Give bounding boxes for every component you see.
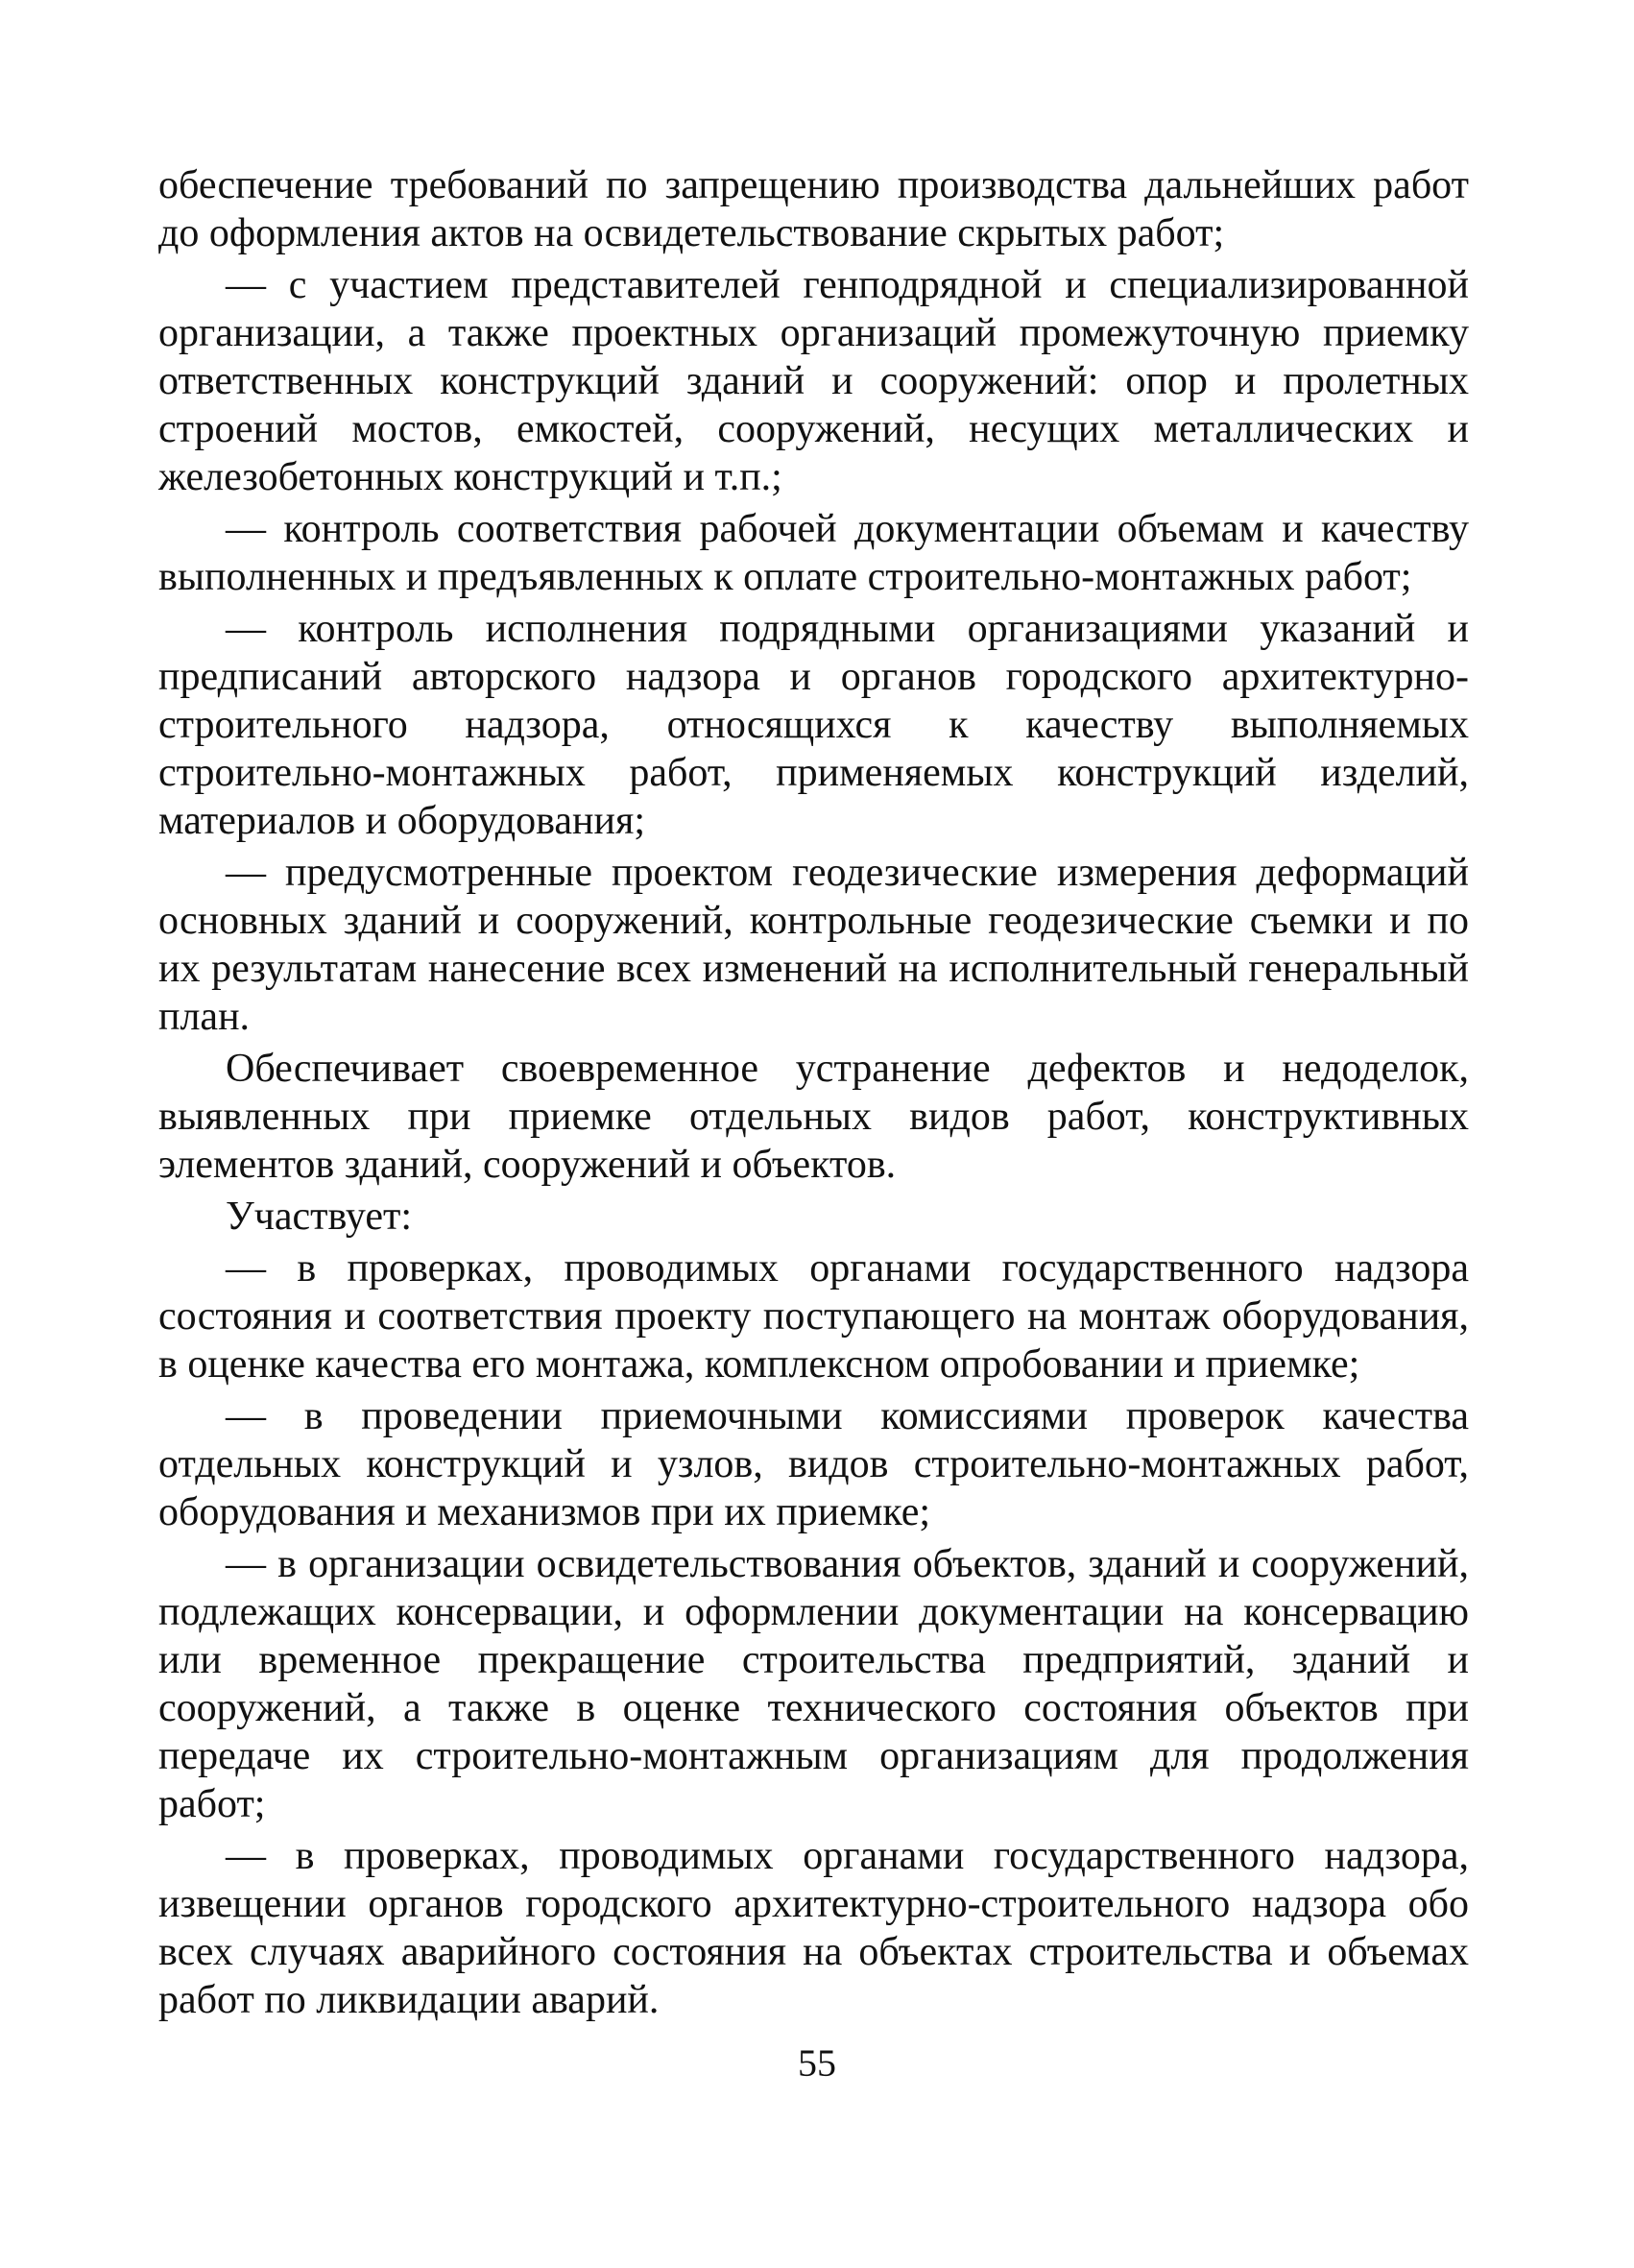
page-number: 55 bbox=[798, 2041, 836, 2085]
list-item-conservation: — в организации освидетельствования объектов, зданий и сооружений, подлежащих консервации, и оформлении документации на консервацию или временное прекращение строительства предприятий, зданий и сооружений, а также в оценке технического состояния объектов при передаче их строительно-монтажным организациям для продолжения работ; bbox=[158, 1542, 1469, 1826]
list-item-acceptance-commissions: — в проведении приемочными комиссиями проверок качества отдельных конструкций и узлов, видов строительно-монтажных работ, оборудования и механизмов при их приемке; bbox=[158, 1394, 1469, 1534]
page-body bbox=[158, 161, 1469, 2024]
paragraph-continuation: обеспечение требований по запрещению производства дальнейших работ до оформления актов на освидетельствование скрытых работ; bbox=[158, 163, 1469, 255]
list-item-geodetic-measurements: — предусмотренные проектом геодезические измерения деформаций основных зданий и сооружений, контрольные геодезические съемки и по их результатам нанесение всех изменений на исполнительный генеральный план. bbox=[158, 851, 1469, 1039]
list-item-intermediate-acceptance: — с участием представителей генподрядной и специализированной организации, а также проектных организаций промежуточную приемку ответственных конструкций зданий и сооружений: опор и пролетных строений мостов, емкостей, сооружений, несущих металлических и железобетонных конструкций и т.п.; bbox=[158, 263, 1469, 499]
paragraph-defect-elimination: Обеспечивает своевременное устранение дефектов и недоделок, выявленных при приемке отдельных видов работ, конструктивных элементов зданий, сооружений и объектов. bbox=[158, 1047, 1469, 1187]
list-item-state-supervision-inspections: — в проверках, проводимых органами государственного надзора состояния и соответствия проекту поступающего на монтаж оборудования, в оценке качества его монтажа, комплексном опробовании и приемке; bbox=[158, 1246, 1469, 1387]
paragraph-participates-heading: Участвует: bbox=[226, 1194, 413, 1239]
list-item-supervision-control: — контроль исполнения подрядными организациями указаний и предписаний авторского надзора и органов городского архитектурно-строительного надзора, относящихся к качеству выполняемых строительно-монтажных работ, применяемых конструкций изделий, материалов и оборудования; bbox=[158, 607, 1469, 843]
list-item-emergency-notification: — в проверках, проводимых органами государственного надзора, извещении органов городского архитектурно-строительного надзора обо всех случаях аварийного состояния на объектах строительства и объемах работ по ликвидации аварий. bbox=[158, 1834, 1469, 2022]
list-item-documentation-control: — контроль соответствия рабочей документации объемам и качеству выполненных и предъявленных к оплате строительно-монтажных работ; bbox=[158, 507, 1469, 599]
